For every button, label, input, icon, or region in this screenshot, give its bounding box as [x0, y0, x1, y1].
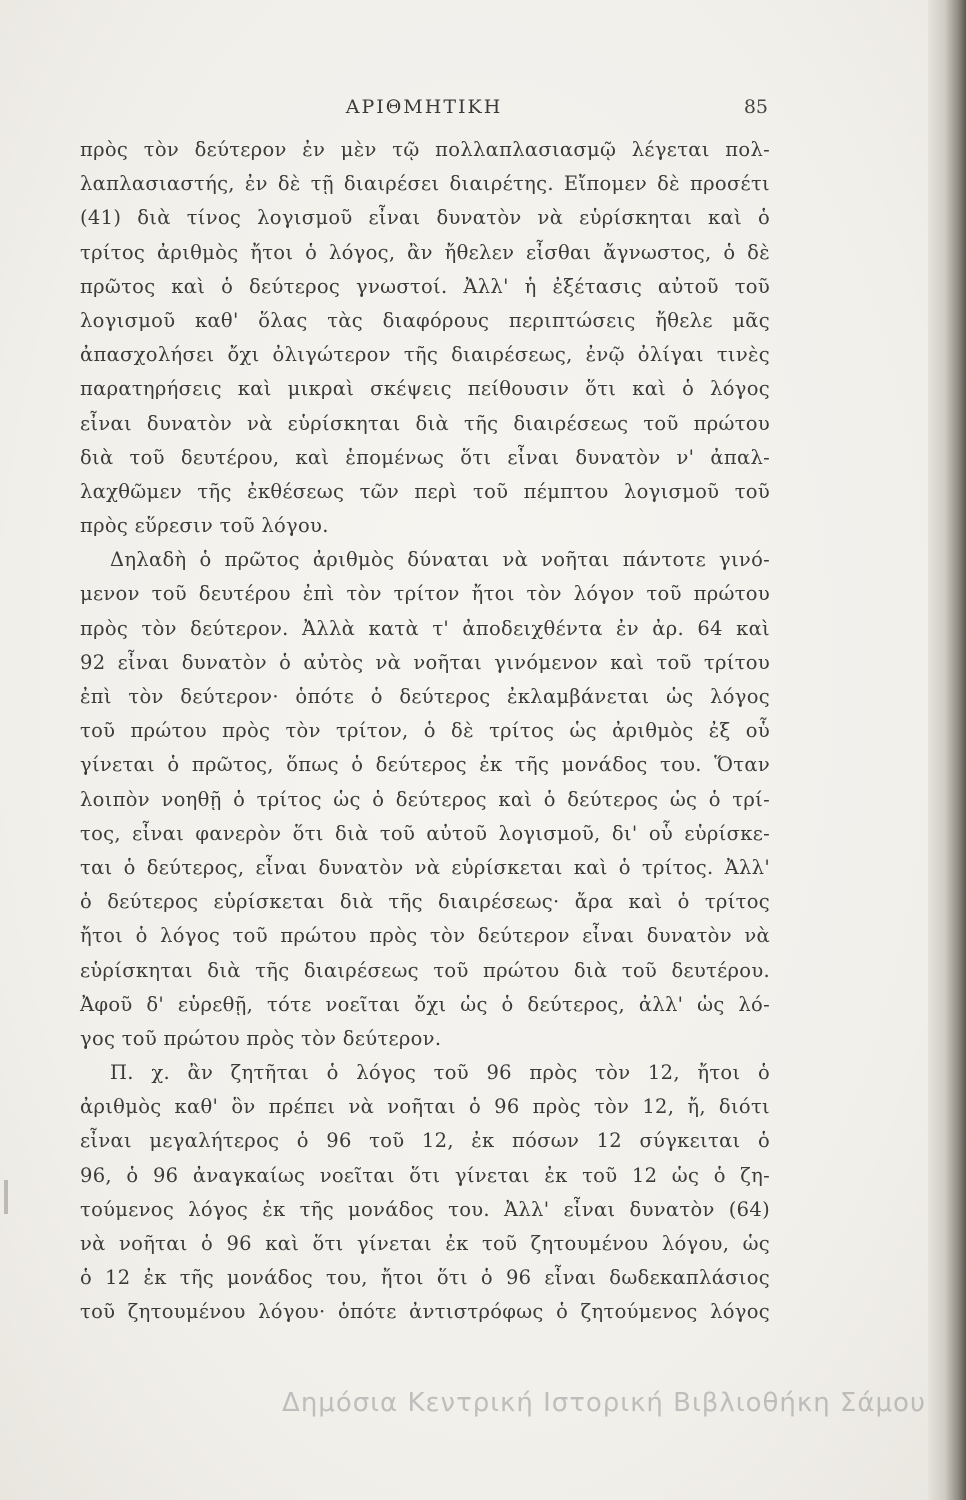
text-line: ὁ 12 ἐκ τῆς μονάδος του, ἤτοι ὅτι ὁ 96 εἶναι δωδεκαπλάσιος [80, 1266, 770, 1290]
page-header [80, 96, 768, 126]
text-line: Δηλαδὴ ὁ πρῶτος ἀριθμὸς δύναται νὰ νοῆται πάντοτε γινό- [110, 548, 770, 572]
text-line: εἶναι δυνατὸν νὰ εὑρίσκηται διὰ τῆς διαιρέσεως τοῦ πρώτου [80, 411, 770, 435]
text-line: πρὸς τὸν δεύτερον. Ἀλλὰ κατὰ τ' ἀποδειχθέντα ἐν ἀρ. 64 καὶ [80, 616, 770, 640]
text-line: 96, ὁ 96 ἀναγκαίως νοεῖται ὅτι γίνεται ἐκ τοῦ 12 ὡς ὁ ζη- [80, 1163, 770, 1187]
text-line: τοῦ πρώτου πρὸς τὸν τρίτον, ὁ δὲ τρίτος ὡς ἀριθμὸς ἐξ οὗ [80, 719, 770, 743]
text-line: Π. χ. ἂν ζητῆται ὁ λόγος τοῦ 96 πρὸς τὸν 12, ἤτοι ὁ [110, 1061, 770, 1085]
text-line: γος τοῦ πρώτου πρὸς τὸν δεύτερον. [80, 1026, 442, 1050]
book-gutter-shadow [928, 0, 966, 1500]
body-text [80, 133, 770, 1330]
text-line: τούμενος λόγος ἐκ τῆς μονάδος του. Ἀλλ' εἶναι δυνατὸν (64) [80, 1197, 770, 1221]
text-line: εἶναι μεγαλήτερος ὁ 96 τοῦ 12, ἐκ πόσων 12 σύγκειται ὁ [80, 1129, 770, 1153]
text-line: πρὸς εὕρεσιν τοῦ λόγου. [80, 514, 329, 538]
text-line: λογισμοῦ καθ' ὅλας τὰς διαφόρους περιπτώσεις ἤθελε μᾶς [80, 308, 770, 332]
text-line: μενον τοῦ δευτέρου ἐπὶ τὸν τρίτον ἤτοι τὸν λόγον τοῦ πρώτου [80, 582, 770, 606]
text-line: τρίτος ἀριθμὸς ἤτοι ὁ λόγος, ἂν ἤθελεν εἶσθαι ἄγνωστος, ὁ δὲ [80, 240, 770, 264]
text-line: γίνεται ὁ πρῶτος, ὅπως ὁ δεύτερος ἐκ τῆς μονάδος του. Ὅταν [80, 753, 770, 777]
text-line: ἤτοι ὁ λόγος τοῦ πρώτου πρὸς τὸν δεύτερον εἶναι δυνατὸν νὰ [80, 924, 770, 948]
text-line: λαχθῶμεν τῆς ἐκθέσεως τῶν περὶ τοῦ πέμπτου λογισμοῦ τοῦ [80, 479, 770, 503]
text-line: τος, εἶναι φανερὸν ὅτι διὰ τοῦ αὐτοῦ λογισμοῦ, δι' οὗ εὑρίσκε- [80, 821, 770, 845]
text-line: διὰ τοῦ δευτέρου, καὶ ἑπομένως ὅτι εἶναι δυνατὸν ν' ἀπαλ- [80, 445, 770, 469]
library-watermark: Δημόσια Κεντρική Ιστορική Βιβλιοθήκη Σάμου [282, 1388, 926, 1418]
text-line: ἀριθμὸς καθ' ὃν πρέπει νὰ νοῆται ὁ 96 πρὸς τὸν 12, ἤ, διότι [80, 1095, 770, 1119]
text-line: ὁ δεύτερος εὑρίσκεται διὰ τῆς διαιρέσεως· ἄρα καὶ ὁ τρίτος [80, 890, 770, 914]
text-line: ἐπὶ τὸν δεύτερον· ὁπότε ὁ δεύτερος ἐκλαμβάνεται ὡς λόγος [80, 685, 770, 708]
text-line: παρατηρήσεις καὶ μικραὶ σκέψεις πείθουσιν ὅτι καὶ ὁ λόγος [80, 377, 770, 401]
text-line: πρὸς τὸν δεύτερον ἐν μὲν τῷ πολλαπλασιασμῷ λέγεται πολ- [80, 138, 770, 161]
text-line: ἀπασχολήσει ὄχι ὀλιγώτερον τῆς διαιρέσεως, ἐνῷ ὀλίγαι τινὲς [80, 343, 770, 367]
margin-mark [4, 1180, 8, 1214]
text-line: ται ὁ δεύτερος, εἶναι δυνατὸν νὰ εὑρίσκεται καὶ ὁ τρίτος. Ἀλλ' [80, 855, 770, 879]
text-line: Ἀφοῦ δ' εὑρεθῇ, τότε νοεῖται ὄχι ὡς ὁ δεύτερος, ἀλλ' ὡς λό- [80, 992, 770, 1016]
page-number: 85 [743, 96, 768, 118]
text-line: εὑρίσκηται διὰ τῆς διαιρέσεως τοῦ πρώτου διὰ τοῦ δευτέρου. [80, 958, 770, 982]
text-line: 92 εἶναι δυνατὸν ὁ αὐτὸς νὰ νοῆται γινόμενον καὶ τοῦ τρίτου [80, 650, 770, 674]
text-line: τοῦ ζητουμένου λόγου· ὁπότε ἀντιστρόφως ὁ ζητούμενος λόγος [80, 1300, 770, 1324]
running-title: ΑΡΙΘΜΗΤΙΚΗ [345, 96, 503, 118]
text-line: νὰ νοῆται ὁ 96 καὶ ὅτι γίνεται ἐκ τοῦ ζητουμένου λόγου, ὡς [80, 1232, 770, 1255]
text-line: πρῶτος καὶ ὁ δεύτερος γνωστοί. Ἀλλ' ἡ ἐξέτασις αὐτοῦ τοῦ [80, 274, 770, 298]
text-line: λοιπὸν νοηθῇ ὁ τρίτος ὡς ὁ δεύτερος καὶ ὁ δεύτερος ὡς ὁ τρί- [80, 787, 770, 811]
text-line: λαπλασιαστής, ἐν δὲ τῇ διαιρέσει διαιρέτης. Εἴπομεν δὲ προσέτι [80, 172, 770, 196]
text-line: (41) διὰ τίνος λογισμοῦ εἶναι δυνατὸν νὰ εὑρίσκηται καὶ ὁ [80, 206, 770, 230]
